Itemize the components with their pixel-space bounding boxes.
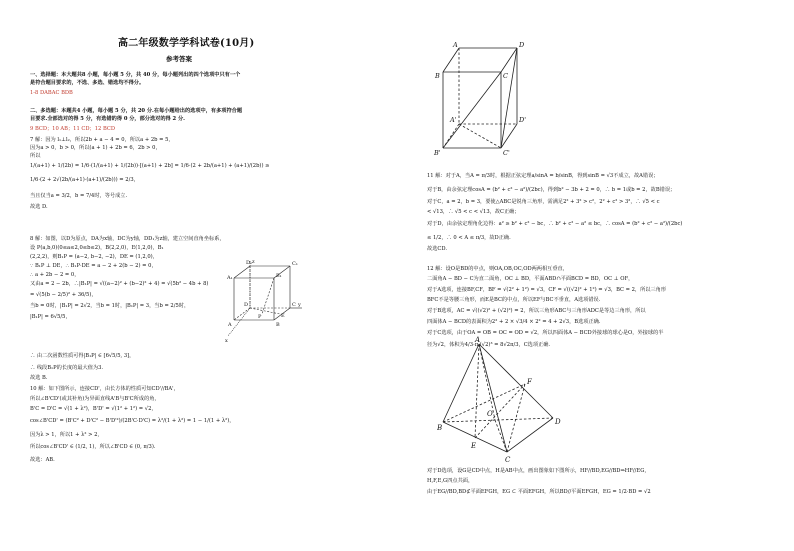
q12-line: 四面体A − BCD的表面积为2² + 2 × √3/4 × 2² = 4 + 2√3，B选项正确. bbox=[427, 319, 601, 325]
q12-line: 12 解：设O是BD的中点，则OA,OB,OC,OD两两相互垂直， bbox=[427, 266, 568, 272]
label-A: A bbox=[453, 41, 458, 49]
label-D-prime: D' bbox=[519, 116, 526, 124]
cube-coordinate-figure bbox=[224, 258, 304, 348]
label-E: E bbox=[281, 313, 285, 319]
q11-line: ≤ 1/2，∴ 0 < A ≤ π/3，故D正确. bbox=[427, 235, 511, 241]
q12-line: 对于A选项，连接BF,CF，BF = √(2² + 1²) = √3，CF = √((√2)² + 1²) = √3，BC = 2，所以三角形 bbox=[427, 287, 667, 293]
q8-line: 又由a = 2 − 2b，∴|B₁P| = √((a−2)² + (b−2)² + 4) = √(5b² − 4b + 8) bbox=[30, 281, 209, 287]
doc-title: 高二年级数学学科试卷(10月) bbox=[118, 38, 255, 49]
q8-line: (2,2,2)，则B₁P = (a−2, b−2, −2)，DE = (1,2,0)， bbox=[30, 254, 158, 260]
sec2-heading-2: 目要求.全部选对的得 5 分，有选错的得 0 分，部分选对的得 2 分. bbox=[30, 116, 185, 122]
q8-line: ∴ 线段B₁P的长度的最大值为3. bbox=[30, 365, 104, 371]
label-A-prime: A' bbox=[450, 116, 457, 124]
label-B: B bbox=[437, 424, 443, 432]
q11-line: 对于C，a = 2，b = 3，要使△ABC是锐角三角形，需满足2² + 3² > c²，2² + c² > 3²，∴ √5 < c bbox=[427, 199, 660, 205]
sec1-answers: 1-8 DABAC BDB bbox=[30, 90, 73, 96]
label-C: C bbox=[503, 72, 508, 80]
q12-line: 由于EG//BD,BD⊄平面EFGH，EG ⊂ 平面EFGH，所以BD//平面EFGH，EG = 1/2·BD = √2 bbox=[427, 489, 651, 495]
q7-line: 故选 D. bbox=[30, 204, 48, 210]
q12-line: 对于B选项，AC = √((√2)² + (√2)²) = 2，所以三角形ABC与三角形ADC是等边三角形，所以 bbox=[427, 308, 646, 314]
label-C: C bbox=[505, 456, 511, 464]
q8-line: 当b = 0时，|B₁P| = 2√2，当b = 1时，|B₁P| = 3，当b = 2/5时， bbox=[30, 303, 190, 309]
label-D1: D₁ bbox=[246, 260, 253, 266]
q12-line: 对于D选项，设G是CD中点，H是AB中点，画出图象如下图所示，HF//BD,EG//BD⇒HF//EG， bbox=[427, 468, 650, 474]
q10-line: 故选：AB. bbox=[30, 457, 55, 463]
q10-line: 所以cos∠B'CD' ∈ (1/2, 1)，所以∠B'CD ∈ (0, π/3). bbox=[30, 444, 156, 450]
sec2-answers: 9 BCD；10 AB；11 CD；12 BCD bbox=[30, 126, 116, 132]
label-B: B bbox=[276, 322, 280, 328]
label-C: C bbox=[292, 302, 296, 308]
label-C-prime: C' bbox=[503, 149, 510, 157]
q7-line: 因为a > 0，b > 0，所以(a + 1) + 2b = 6，2b > 0， bbox=[30, 145, 161, 151]
q10-line: 所以∠B'CD'(或其补角)为异面直线A'B与B'C所成的角， bbox=[30, 396, 160, 402]
label-E: E bbox=[471, 442, 477, 450]
q11-line: 故选CD. bbox=[427, 246, 447, 252]
label-D: D bbox=[244, 302, 249, 308]
cuboid-figure bbox=[431, 40, 531, 160]
sec2-heading: 二、多选题：本题共4 小题，每小题 5 分，共 20 分.在每小题给出的选项中，有多项符合题 bbox=[30, 108, 243, 114]
q10-line: cos∠B'CD' = (B'C² + D'C² − B'D'²)/(2B'C·D'C) = λ²/(1 + λ²) = 1 − 1/(1 + λ²)， bbox=[30, 418, 235, 424]
q11-line: < √13，∴ √5 < c < √13，故C正确； bbox=[427, 209, 520, 215]
q12-line: 对于C选项，由于OA = OB = OC = OD = √2，所以四面体A − BCD外接球的球心是O，外接球的半 bbox=[427, 330, 664, 336]
q11-line: 对于B，由余弦定理cosA = (b² + c² − a²)/(2bc)，得到b² − 3b + 2 = 0，∴ b = 1或b = 2，故B错误； bbox=[427, 187, 676, 193]
label-A: A bbox=[475, 336, 481, 344]
q7-line: 7 解：因为 l₁⊥l₂，所以2b + a − 4 = 0，所以a + 2b = 5， bbox=[30, 137, 174, 143]
tetrahedron-figure bbox=[437, 334, 567, 464]
q8-line: ∴ a + 2b − 2 = 0， bbox=[30, 272, 80, 278]
q7-line: 所以 bbox=[30, 153, 41, 159]
q7-line: 1/(a+1) + 1/(2b) = 1/6·(1/(a+1) + 1/(2b))·[(a+1) + 2b] = 1/6·(2 + 2b/(a+1) + (a+1)/(2b)) ≥ bbox=[30, 163, 270, 169]
label-F: F bbox=[527, 378, 532, 386]
sec1-heading: 一、选择题：本大题共8 小题，每小题 5 分，共 40 分，每小题列出的四个选项中只有一个 bbox=[30, 72, 241, 78]
q12-line: H,F,E,G四点共面， bbox=[427, 478, 474, 484]
label-A: A bbox=[228, 322, 232, 328]
q12-line: 二面角A − BD − C为直二面角，OC ⊥ BD，平面ABD∩平面BCD = BD，OC ⊥ OF， bbox=[427, 276, 634, 282]
label-x: x bbox=[225, 338, 228, 344]
label-D: D bbox=[519, 41, 525, 49]
q8-line: ∵ B₁P ⊥ DE，∴ B₁P·DE = a − 2 + 2(b − 2) = 0， bbox=[30, 263, 157, 269]
q10-line: 因为λ > 1，所以1 + λ² > 2， bbox=[30, 432, 103, 438]
q8-line: = √(5(b − 2/5)² + 36/5)， bbox=[30, 292, 97, 298]
doc-subtitle: 参考答案 bbox=[166, 55, 192, 63]
label-A1: A₁ bbox=[227, 275, 233, 281]
label-P: P bbox=[258, 314, 262, 320]
q11-line: 11 解：对于A，当A = π/3时，根据正弦定理a/sinA = b/sinB，得到sinB = √3不成立，故A错误； bbox=[427, 173, 659, 179]
q8-line: |B₁P| = 6√5/5， bbox=[30, 314, 71, 320]
q10-line: B'C = D'C = √(1 + λ²)，B'D' = √(1² + 1²) = √2， bbox=[30, 406, 157, 412]
label-O: O bbox=[487, 410, 493, 418]
label-z: z bbox=[252, 259, 255, 265]
q12-line: 径为√2，体积为4/3·π·(√2)³ = 8√2π/3，C选项正确. bbox=[427, 342, 551, 348]
q8-line: 故选 B. bbox=[30, 375, 48, 381]
q10-line: 10 解：如下图所示，连接CD'，由长方体的性质可知CD'//BA'， bbox=[30, 386, 179, 392]
q8-line: 设 P(a,b,0)(0≤a≤2,0≤b≤2)，B(2,2,0)，E(1,2,0)，B₁ bbox=[30, 245, 164, 251]
label-B1: B₁ bbox=[276, 273, 282, 279]
q11-line: 对于D，由余弦定理角化边得：a² ≥ b² + c² − bc，∴ b² + c² − a² ≤ bc，∴ cosA = (b² + c² − a²)/(2bc) bbox=[427, 221, 683, 227]
q8-line: 8 解：如图，以D为原点，DA为x轴，DC为y轴，DD₁为z轴，建立空间直角坐标系， bbox=[30, 236, 225, 242]
q8-line: ∴ 由二次函数性质可得|B₁P| ∈ [6√5/5, 3]， bbox=[30, 353, 135, 359]
label-D: D bbox=[555, 418, 561, 426]
label-C1: C₁ bbox=[292, 261, 298, 267]
q7-line: 当且仅当a = 3/2，b = 7/4时，等号成立. bbox=[30, 193, 128, 199]
q7-line: 1/6·(2 + 2√(2b/(a+1)·(a+1)/(2b))) = 2/3， bbox=[30, 177, 139, 183]
label-B-prime: B' bbox=[434, 149, 441, 157]
label-y: y bbox=[298, 302, 301, 308]
sec1-heading-2: 是符合题目要求的，不选、多选、错选均不得分。 bbox=[30, 80, 145, 86]
label-B: B bbox=[435, 72, 440, 80]
q12-line: BFC不是等腰三角形，而E是BC的中点，所以EF与BC不垂直，A选项错误. bbox=[427, 297, 601, 303]
